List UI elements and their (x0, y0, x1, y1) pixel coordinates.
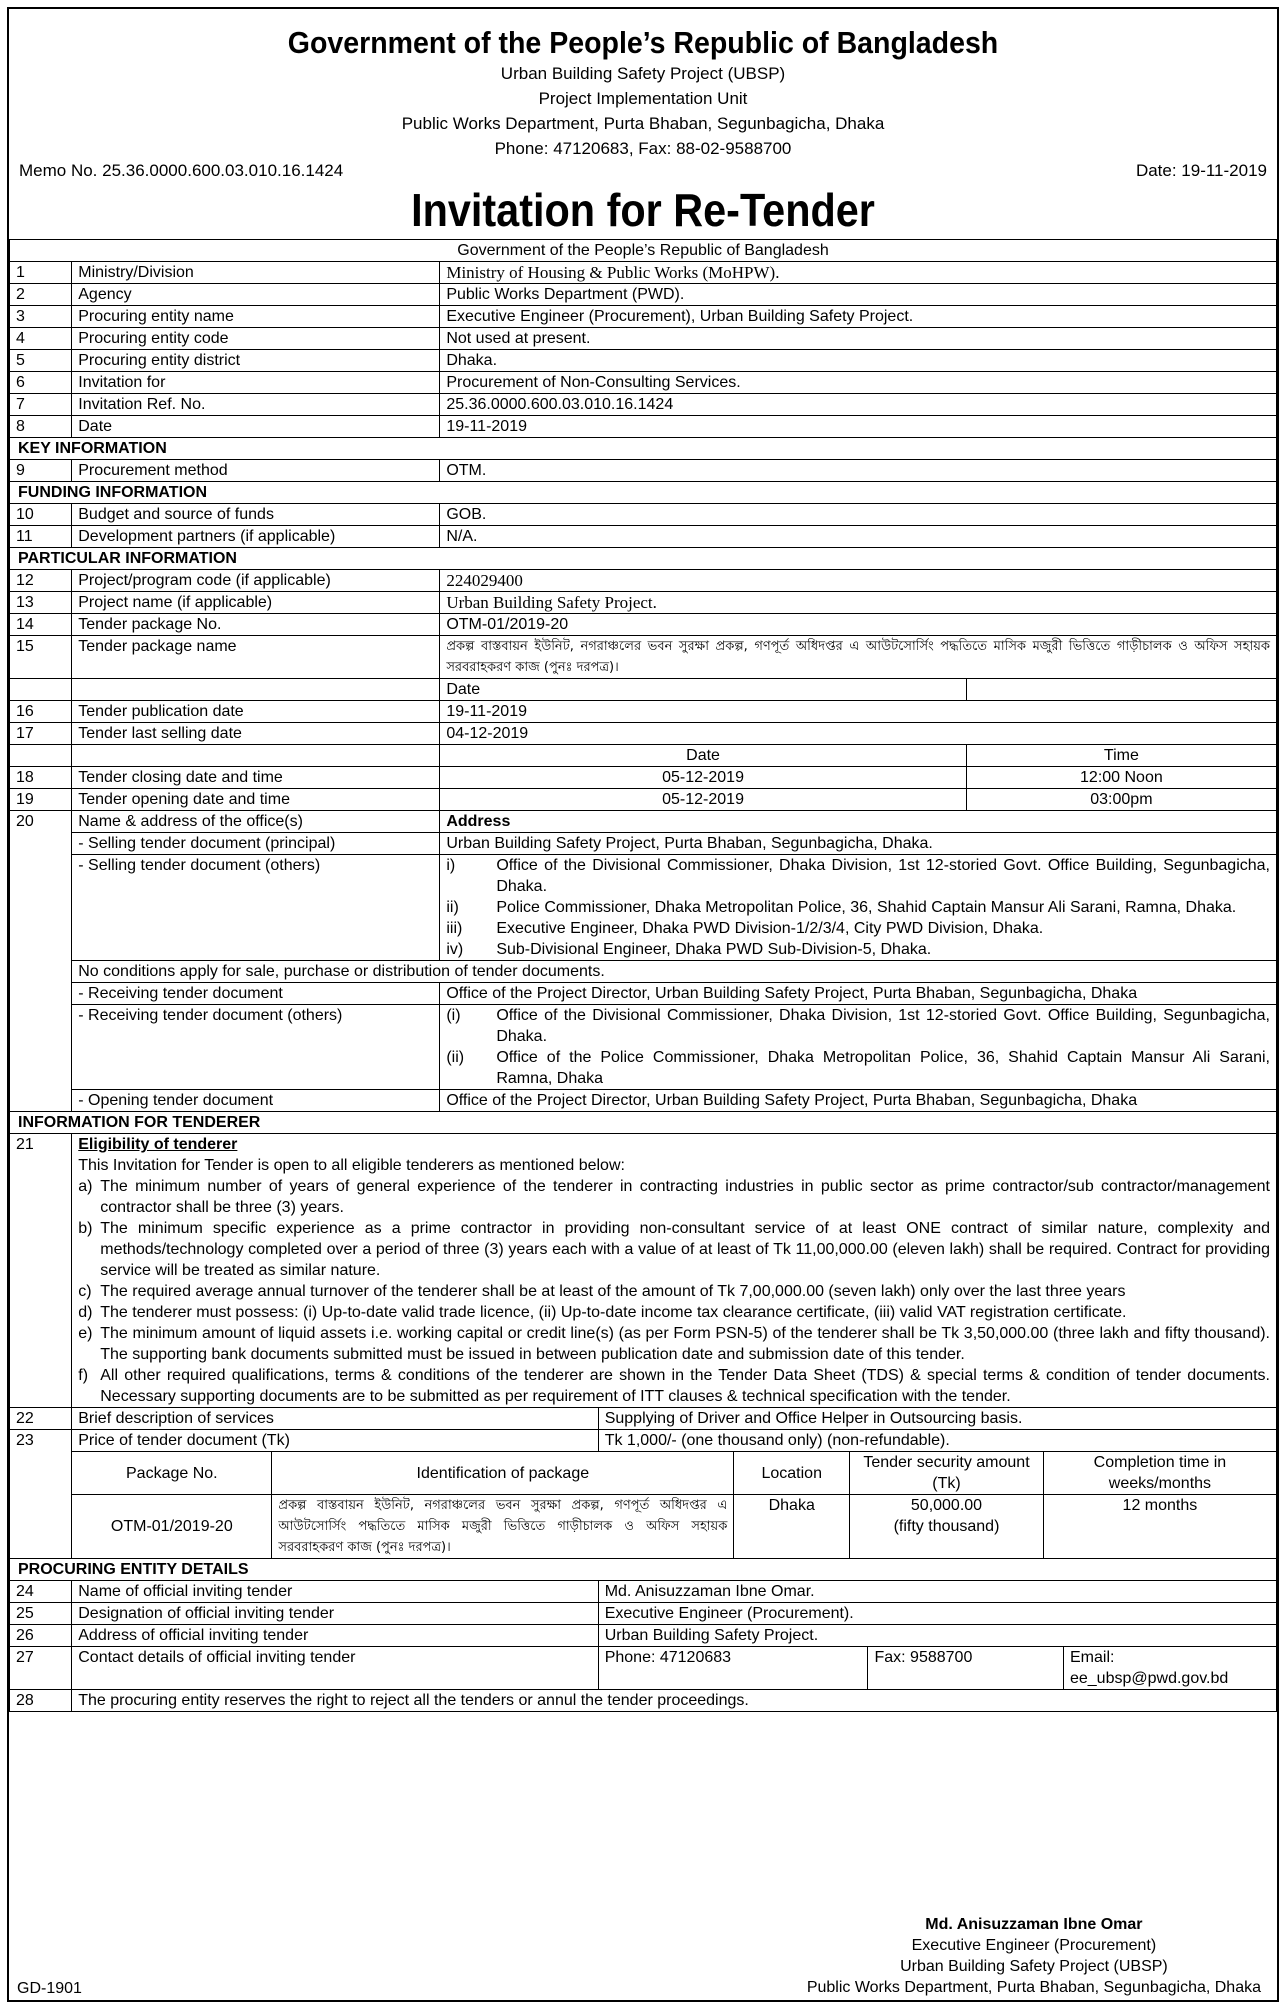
table-row: 28 The procuring entity reserves the right to reject all the tenders or annul the tender proceedings. (10, 1690, 1277, 1712)
tender-notice (7, 7, 1279, 2002)
eligibility-block: Eligibility of tenderer This Invitation for Tender is open to all eligible tenderers as mentioned below: a) The minimum number of years of general experience of the tenderer in contracting industries in public sector as prime contractor/sub contractor/management contractor shall be three (3) years. b) The minimum specific experience as a prime contractor in providing non-consultant service of at least ONE contract of similar nature, complexity and methods/technology completed over a period of three (3) years each with a value of at least of Tk 11,00,000.00 (eleven lakh) shall be required. Contract for providing service will be treated as similar nature. c) The required average annual turnover of the tenderer shall be at least of the amount of Tk 7,00,000.00 (seven lakh) only over the last three years d) The tenderer must possess: (i) Up-to-date valid trade licence, (ii) Up-to-date income tax clearance certificate, (iii) valid VAT registration certificate. e) The minimum amount of liquid assets i.e. working capital or credit line(s) (as per Form PSN-5) of the tenderer shall be Tk 3,50,000.00 (three lakh and fifty thousand). The supporting bank documents submitted must be issued in between publication date and submission date of this tender. f) All other required qualifications, terms & conditions of the tenderer are shown in the Tender Data Sheet (TDS) & special terms & condition of tender documents. Necessary supporting documents are to be submitted as per requirement of ITT clauses & technical specification with the tender. (72, 1134, 1277, 1408)
tender-table: Government of the People’s Republic of Bangladesh 1 Ministry/Division Ministry of Housing & Public Works (MoHPW). 2 Agency Public Works Department (PWD). 3 Procuring entity name Executive Engineer (Procurement), Urban Building Safety Project. 4 Procuring entity code Not used at present. 5 Procuring entity district Dhaka. 6 Invitation for Procurement of Non-Consulting Services. 7 Invitation Ref. No. 25.36.0000.600.03.010.16.1424 8 Date 19-11-2019 KEY INFORMATION 9 Procurement method OTM. FUNDING INFORMATION 10 Budget and source of funds GOB. 11 Development partners (if applicable) N/A. PARTICULAR INFORMATION 12 Project/program code (if applicable) 224029400 13 Project name (if applicable) Urban Building Safety Project. 14 Tender package No. OTM-01/2019-20 15 Tender package name প্রকল্প বাস্তবায়ন ইউনিট, নগরাঞ্চলের ভবন সুরক্ষা প্রকল্প, গণপূর্ত অধিদপ্তর এ আউটসোর্সিং পদ্ধতিতে মাসিক মজুরী ভিত্তিতে গাড়ীচালক ও অফিস সহায়ক সরবরাহকরণ কাজ (পুনঃ দরপত্র)। Date 16 Tender publication date 19-11-2019 17 Tender last selling date 04-12-2019 Date Time 18 Tender closing date and time 05-12-2019 12:00 Noon 19 Tender opening date and time 05-12-2019 03:00pm 20 Name & address of the office(s) Address - Selling tender document (principal) Urban Building Safety Project, Purta Bhaban, Segunbagicha, Dhaka. - Selling tender document (others) i) Office of the Divisional Commissioner, Dhaka Division, 1st 12-storied Govt. Office Building, Segunbagicha, Dhaka. ii) Police Commissioner, Dhaka Metropolitan Police, 36, Shahid Captain Mansur Ali Sarani, Ramna, Dhaka. iii) Executive Engineer, Dhaka PWD Division-1/2/3/4, City PWD Division, Dhaka. iv) Sub-Divisional Engineer, Dhaka PWD Sub-Division-5, Dhaka. No conditions apply for sale, purchase or distribution of tender documents. - Receiving tender document Office of the Project Director, Urban Building Safety Project, Purta Bhaban, Segunbagicha, Dhaka - Receiving tender document (others) (i) Office of the Divisional Commissioner, Dhaka Division, 1st 12-storied Govt. Office Building, Segunbagicha, Dhaka. (ii) Office of the Police Commissioner, Dhaka Metropolitan Police, 36, Shahid Captain Mansur Ali Sarani, Ramna, Dhaka - Opening tender document Office of the Project Director, Urban Building Safety Project, Purta Bhaban, Segunbagicha, Dhaka INFORMATION FOR TENDERER 21 Eligibility of tenderer This Invitation for Tender is open to all eligible tenderers as mentioned below: a) The minimum number of years of general experience of the tenderer in contracting industries in public sector as prime contractor/sub contractor/management contractor shall be three (3) years. b) The minimum specific experience as a prime contractor in providing non-consultant service of at least ONE contract of similar nature, complexity and methods/technology completed over a period of three (3) years each with a value of at least of Tk 11,00,000.00 (eleven lakh) shall be required. Contract for providing service will be treated as similar nature. c) The required average annual turnover of the tenderer shall be at least of the amount of Tk 7,00,000.00 (seven lakh) only over the last three years d) The tenderer must possess: (i) Up-to-date valid trade licence, (ii) Up-to-date income tax clearance certificate, (iii) valid VAT registration certificate. e) The minimum amount of liquid assets i.e. working capital or credit line(s) (as per Form PSN-5) of the tenderer shall be Tk 3,50,000.00 (three lakh and fifty thousand). The supporting bank documents submitted must be issued in between publication date and submission date of this tender. f) All other required qualifications, terms & conditions of the tenderer are shown in the Tender Data Sheet (TDS) & special terms & condition of tender documents. Necessary supporting documents are to be submitted as per requirement of ITT clauses & technical specification with the tender. 22 Brief description of services Supplying of Driver and Office Helper in Outsourcing basis. 23 Price of tender document (Tk) Tk 1,000/- (one thousand only) (non-refundable). Package No. Identification of package Location Tender security amount (Tk) Completion time in weeks/months OTM-01/2019-20 প্রকল্প বাস্তবায়ন ইউনিট, নগরাঞ্চলের ভবন সুরক্ষা প্রকল্প, গণপূর্ত অধিদপ্তর এ আউটসোর্সিং পদ্ধতিতে মাসিক মজুরী ভিত্তিতে গাড়ীচালক ও অফিস সহায়ক সরবরাহকরণ কাজ (পুনঃ দরপত্র)। Dhaka 50,000.00 (fifty thousand) 12 months PROCURING ENTITY DETAILS 24 Name of official inviting tender Md. Anisuzzaman Ibne Omar. 25 Designation of official inviting tender Executive Engineer (Procurement). 26 Address of official inviting tender Urban Building Safety Project. 27 Contact details of official inviting tender Phone: 47120683 Fax: 9588700 Email: ee_ubsp@pwd.gov.bd 28 The procuring entity reserves the right to reject all the tenders or annul the tender proceedings. (9, 239, 1277, 1712)
signatory-address: Public Works Department, Purta Bhaban, Segunbagicha, Dhaka (806, 1979, 1261, 1996)
table-row: 1 Ministry/Division Ministry of Housing & Public Works (MoHPW). (10, 262, 1277, 284)
table-row: 3 Procuring entity name Executive Engineer (Procurement), Urban Building Safety Project. (10, 306, 1277, 328)
table-row: 24 Name of official inviting tender Md. Anisuzzaman Ibne Omar. (10, 1581, 1277, 1603)
table-row: 8 Date 19-11-2019 (10, 416, 1277, 438)
signatory-project: Urban Building Safety Project (UBSP) (900, 1958, 1168, 1975)
section-particular-information: PARTICULAR INFORMATION (10, 548, 1277, 570)
memo-date: Date: 19-11-2019 (1135, 161, 1267, 180)
security-header: Tender security amount (Tk) (850, 1452, 1044, 1495)
table-row: 23 Price of tender document (Tk) Tk 1,000/- (one thousand only) (non-refundable). (10, 1430, 1277, 1452)
section-funding-information: FUNDING INFORMATION (10, 482, 1277, 504)
table-row: 22 Brief description of services Supplying of Driver and Office Helper in Outsourcing basis. (10, 1408, 1277, 1430)
section-information-for-tenderer: INFORMATION FOR TENDERER (10, 1112, 1277, 1134)
selling-offices-list: i) Office of the Divisional Commissioner, Dhaka Division, 1st 12-storied Govt. Office Building, Segunbagicha, Dhaka. ii) Police Commissioner, Dhaka Metropolitan Police, 36, Shahid Captain Mansur Ali Sarani, Ramna, Dhaka. iii) Executive Engineer, Dhaka PWD Division-1/2/3/4, City PWD Division, Dhaka. iv) Sub-Divisional Engineer, Dhaka PWD Sub-Division-5, Dhaka. (440, 855, 1277, 961)
table-row: 9 Procurement method OTM. (10, 460, 1277, 482)
table-row: 6 Invitation for Procurement of Non-Consulting Services. (10, 372, 1277, 394)
contact-email: Email: ee_ubsp@pwd.gov.bd (1063, 1647, 1276, 1690)
section-key-information: KEY INFORMATION (10, 438, 1277, 460)
table-title: Government of the People’s Republic of Bangladesh (10, 240, 1277, 262)
completion-header: Completion time in weeks/months (1043, 1452, 1276, 1495)
table-row: 15 Tender package name প্রকল্প বাস্তবায়ন ইউনিট, নগরাঞ্চলের ভবন সুরক্ষা প্রকল্প, গণপূর্ত অধিদপ্তর এ আউটসোর্সিং পদ্ধতিতে মাসিক মজুরী ভিত্তিতে গাড়ীচালক ও অফিস সহায়ক সরবরাহকরণ কাজ (পুনঃ দরপত্র)। (10, 636, 1277, 679)
receiving-offices-list: (i) Office of the Divisional Commissioner, Dhaka Division, 1st 12-storied Govt. Office Building, Segunbagicha, Dhaka. (ii) Office of the Police Commissioner, Dhaka Metropolitan Police, 36, Shahid Captain Mansur Ali Sarani, Ramna, Dhaka (440, 1005, 1277, 1090)
signatory-designation: Executive Engineer (Procurement) (911, 1937, 1157, 1954)
project-line: Urban Building Safety Project (UBSP) (500, 64, 786, 83)
date-header: Date (440, 745, 966, 767)
table-row: 13 Project name (if applicable) Urban Building Safety Project. (10, 592, 1277, 614)
signatory-name: Md. Anisuzzaman Ibne Omar (925, 1916, 1143, 1933)
table-row: 10 Budget and source of funds GOB. (10, 504, 1277, 526)
table-row: 5 Procuring entity district Dhaka. (10, 350, 1277, 372)
unit-line: Project Implementation Unit (538, 89, 748, 108)
table-row: 21 Eligibility of tenderer This Invitation for Tender is open to all eligible tenderers as mentioned below: a) The minimum number of years of general experience of the tenderer in contracting industries in public sector as prime contractor/sub contractor/management contractor shall be three (3) years. b) The minimum specific experience as a prime contractor in providing non-consultant service of at least ONE contract of similar nature, complexity and methods/technology completed over a period of three (3) years each with a value of at least of Tk 11,00,000.00 (eleven lakh) shall be required. Contract for providing service will be treated as similar nature. c) The required average annual turnover of the tenderer shall be at least of the amount of Tk 7,00,000.00 (seven lakh) only over the last three years d) The tenderer must possess: (i) Up-to-date valid trade licence, (ii) Up-to-date income tax clearance certificate, (iii) valid VAT registration certificate. e) The minimum amount of liquid assets i.e. working capital or credit line(s) (as per Form PSN-5) of the tenderer shall be Tk 3,50,000.00 (three lakh and fifty thousand). The supporting bank documents submitted must be issued in between publication date and submission date of this tender. f) All other required qualifications, terms & conditions of the tenderer are shown in the Tender Data Sheet (TDS) & special terms & condition of tender documents. Necessary supporting documents are to be submitted as per requirement of ITT clauses & technical specification with the tender. (10, 1134, 1277, 1408)
table-row: 18 Tender closing date and time 05-12-2019 12:00 Noon (10, 767, 1277, 789)
table-row: 25 Designation of official inviting tender Executive Engineer (Procurement). (10, 1603, 1277, 1625)
no-conditions-note: No conditions apply for sale, purchase or distribution of tender documents. (72, 961, 1277, 983)
package-table (72, 1452, 1276, 1558)
table-row: 27 Contact details of official inviting tender Phone: 47120683 Fax: 9588700 Email: ee_ubsp@pwd.gov.bd (10, 1647, 1277, 1690)
section-procuring-entity-details: PROCURING ENTITY DETAILS (10, 1559, 1277, 1581)
table-row: 11 Development partners (if applicable) N/A. (10, 526, 1277, 548)
table-row: 19 Tender opening date and time 05-12-2019 03:00pm (10, 789, 1277, 811)
table-row: 12 Project/program code (if applicable) 224029400 (10, 570, 1277, 592)
table-row: 14 Tender package No. OTM-01/2019-20 (10, 614, 1277, 636)
table-row: 2 Agency Public Works Department (PWD). (10, 284, 1277, 306)
table-row: 16 Tender publication date 19-11-2019 (10, 701, 1277, 723)
table-row: 26 Address of official inviting tender Urban Building Safety Project. (10, 1625, 1277, 1647)
package-row: OTM-01/2019-20 প্রকল্প বাস্তবায়ন ইউনিট, নগরাঞ্চলের ভবন সুরক্ষা প্রকল্প, গণপূর্ত অধিদপ্তর এ আউটসোর্সিং পদ্ধতিতে মাসিক মজুরী ভিত্তিতে গাড়ীচালক ও অফিস সহায়ক সরবরাহকরণ কাজ (পুনঃ দরপত্র)। Dhaka 50,000.00 (fifty thousand) 12 months (72, 1495, 1276, 1559)
memo-number: Memo No. 25.36.0000.600.03.010.16.1424 (19, 161, 344, 180)
government-heading: Government of the People’s Republic of Bangladesh (287, 25, 999, 60)
time-header: Time (966, 745, 1276, 767)
table-row: 17 Tender last selling date 04-12-2019 (10, 723, 1277, 745)
package-no-header: Package No. (72, 1452, 272, 1495)
eligibility-title: Eligibility of tenderer (78, 1136, 238, 1153)
phone-line: Phone: 47120683, Fax: 88-02-9588700 (494, 139, 792, 158)
signature-block (807, 1914, 1261, 1998)
table-row: 20 Name & address of the office(s) Address (10, 811, 1277, 833)
department-line: Public Works Department, Purta Bhaban, Segunbagicha, Dhaka (401, 114, 885, 133)
page-title: Invitation for Re-Tender (411, 184, 875, 236)
header (9, 25, 1277, 161)
memo-row (19, 161, 1267, 183)
identification-header: Identification of package (272, 1452, 734, 1495)
table-row: 4 Procuring entity code Not used at present. (10, 328, 1277, 350)
location-header: Location (734, 1452, 850, 1495)
gd-number: GD-1901 (17, 1980, 82, 1997)
tender-package-name: প্রকল্প বাস্তবায়ন ইউনিট, নগরাঞ্চলের ভবন সুরক্ষা প্রকল্প, গণপূর্ত অধিদপ্তর এ আউটসোর্সিং পদ্ধতিতে মাসিক মজুরী ভিত্তিতে গাড়ীচালক ও অফিস সহায়ক সরবরাহকরণ কাজ (পুনঃ দরপত্র)। (440, 636, 1277, 679)
date-column-header: Date (440, 679, 966, 701)
table-row: 7 Invitation Ref. No. 25.36.0000.600.03.010.16.1424 (10, 394, 1277, 416)
